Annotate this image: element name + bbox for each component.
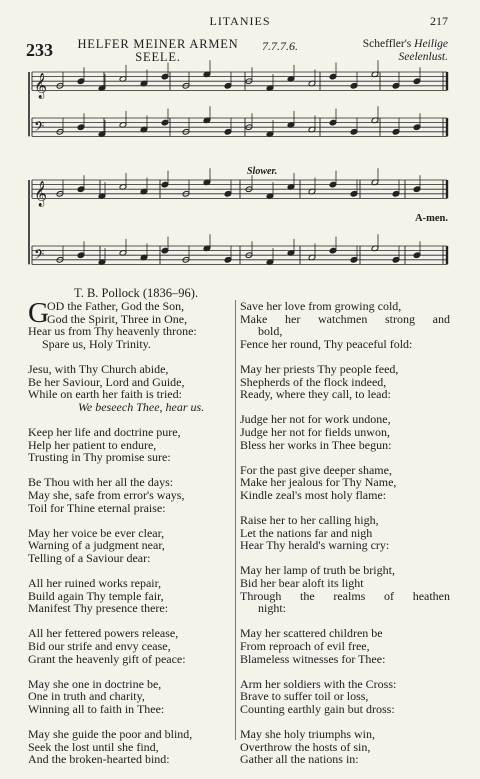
stanza	[240, 678, 450, 716]
verse-line: Bless her works in Thee begun:	[240, 437, 392, 452]
verse-line: Winning all to faith in Thee:	[28, 702, 165, 716]
verse-line: Kindle zeal's most holy flame:	[240, 487, 387, 502]
verse-line: And the broken-hearted bind:	[28, 752, 170, 767]
stanza	[28, 577, 233, 615]
verse-line: Hear us from Thy heavenly throne:	[28, 324, 197, 339]
verse-line: Build again Thy temple fair,	[28, 588, 164, 603]
verse-line: Jesu, with Thy Church abide,	[28, 361, 169, 376]
stanza	[28, 426, 233, 464]
stanza	[240, 728, 450, 766]
composer-title: Heilige	[414, 38, 448, 50]
amen-label: A-men.	[415, 213, 448, 224]
svg-text:𝄞: 𝄞	[34, 181, 48, 207]
verse-line: Keep her life and doctrine pure,	[28, 424, 181, 439]
stanza	[28, 297, 233, 351]
stanza	[28, 728, 233, 766]
verse-line: Ready, where they call, to lead:	[240, 387, 391, 402]
verse-line: Shepherds of the flock indeed,	[240, 374, 387, 389]
verse-line: OD the Father, God the Son,	[47, 299, 185, 313]
verse-line: Let the nations far and nigh	[240, 525, 373, 540]
svg-text:𝄢: 𝄢	[34, 246, 45, 266]
verse-line-continuation: bold,	[258, 324, 283, 339]
verse-line: Fence her round, Thy peaceful fold:	[240, 336, 413, 351]
verse-word: strong	[384, 311, 415, 326]
verse-word: watchmen	[318, 311, 368, 326]
stanza	[240, 363, 450, 401]
verse-line: Bid our strife and envy cease,	[28, 639, 171, 654]
verse-line: One in truth and charity,	[28, 689, 145, 704]
stanza	[240, 514, 450, 552]
verses-right-column	[240, 300, 450, 779]
verse-word: Make	[240, 311, 268, 326]
verse-line: Spare us, Holy Trinity.	[42, 336, 151, 351]
column-divider	[235, 300, 236, 740]
stanza	[28, 678, 233, 716]
stanza	[28, 627, 233, 665]
verse-line: Brave to suffer toil or loss,	[240, 689, 369, 704]
verse-line: Telling of a Saviour dear:	[28, 550, 151, 565]
verse-line: Help her patient to endure,	[28, 437, 157, 452]
author-credit: T. B. Pollock (1836–96).	[74, 286, 199, 300]
stanza	[28, 476, 233, 514]
verse-line: Make her jealous for Thy Name,	[240, 475, 397, 490]
verse-line: Gather all the nations in:	[240, 752, 359, 767]
verse-line: May she holy triumphs win,	[240, 727, 375, 742]
verse-line: Save her love from growing cold,	[240, 299, 402, 313]
verse-word: Through	[240, 588, 282, 603]
composer-title-cont: Seelenlust.	[398, 51, 448, 63]
verse-line: Hear Thy herald's warning cry:	[240, 538, 390, 553]
composer-name: Scheffler's	[362, 38, 412, 50]
stanza	[28, 363, 233, 413]
verse-word: and	[432, 311, 450, 326]
verse-line: Overthrow the hosts of sin,	[240, 739, 371, 754]
svg-text:𝄞: 𝄞	[34, 73, 48, 99]
verse-line: Blameless witnesses for Thee:	[240, 651, 386, 666]
verse-line: Be Thou with her all the days:	[28, 475, 174, 490]
verse-line: May she, safe from error's ways,	[28, 487, 185, 502]
stanza	[28, 527, 233, 565]
verse-line: Warning of a judgment near,	[28, 538, 165, 553]
verse-line: Toil for Thine eternal praise:	[28, 500, 166, 515]
stanza	[240, 413, 450, 451]
refrain-line: We beseech Thee, hear us.	[78, 399, 205, 414]
verse-line: May her voice be ever clear,	[28, 525, 165, 540]
running-head: LITANIES	[209, 14, 271, 28]
verses-left-column	[28, 297, 233, 779]
hymn-number: 233	[26, 40, 53, 60]
stanza	[240, 564, 450, 614]
verse-line: May her priests Thy people feed,	[240, 361, 399, 376]
verse-line-continuation: night:	[258, 601, 287, 616]
verse-line: Arm her soldiers with the Cross:	[240, 676, 397, 691]
svg-text:𝄢: 𝄢	[34, 118, 45, 138]
meter: 7.7.7.6.	[262, 39, 298, 53]
verse-line: Trusting in Thy promise sure:	[28, 450, 171, 465]
verse-line: All her ruined works repair,	[28, 576, 162, 591]
verse-word: the	[300, 588, 315, 603]
page-number: 217	[430, 14, 448, 28]
verse-line: May she one in doctrine be,	[28, 676, 162, 691]
music-score	[0, 0, 480, 285]
verse-line: Seek the lost until she find,	[28, 739, 159, 754]
verse-line: Manifest Thy presence there:	[28, 601, 169, 616]
tempo-mark: Slower.	[247, 166, 278, 177]
verse-line: While on earth her faith is tried:	[28, 387, 182, 402]
verse-line: For the past give deeper shame,	[240, 462, 392, 477]
verse-line: Raise her to her calling high,	[240, 513, 379, 528]
verse-line: May she guide the poor and blind,	[28, 727, 193, 742]
verse-line: Judge her not for work undone,	[240, 412, 391, 427]
verse-line: Bid her bear aloft its light	[240, 576, 364, 591]
stanza	[240, 627, 450, 665]
stanza	[240, 300, 450, 350]
verse-word: her	[285, 311, 301, 326]
verse-line: God the Spirit, Three in One,	[47, 311, 188, 326]
verse-line: Judge her not for fields unwon,	[240, 424, 390, 439]
verse-line: Counting earthly gain but dross:	[240, 702, 395, 716]
drop-cap: G	[28, 297, 49, 329]
verse-word: heathen	[412, 588, 450, 603]
stanza	[240, 464, 450, 502]
verse-line: From reproach of evil free,	[240, 639, 370, 654]
verse-line: All her fettered powers release,	[28, 626, 179, 641]
tune-name-line1: HELFER MEINER ARMEN	[77, 37, 239, 51]
verse-line: May her lamp of truth be bright,	[240, 563, 395, 578]
verse-line: Grant the heavenly gift of peace:	[28, 651, 186, 666]
verse-line: Be her Saviour, Lord and Guide,	[28, 374, 185, 389]
verse-word: of	[384, 588, 395, 603]
verse-line: May her scattered children be	[240, 626, 383, 641]
tune-name-line2: SEELE.	[135, 50, 181, 64]
verse-word: realms	[333, 588, 366, 603]
